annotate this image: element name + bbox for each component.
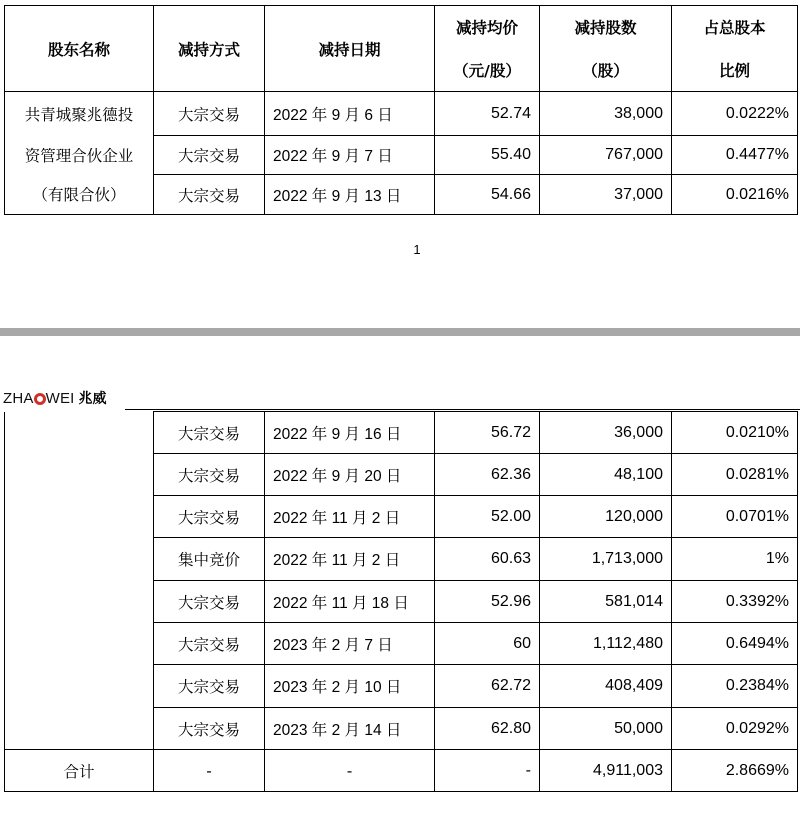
table-row [5, 92, 798, 136]
date-cell: 2022 年 9 月 7 日 [265, 136, 435, 175]
price-cell: 62.80 [435, 708, 540, 750]
logo-chinese: 兆威 [78, 391, 107, 407]
ratio-cell: 0.2384% [672, 665, 798, 708]
header-rule [125, 409, 800, 410]
company-logo [3, 388, 107, 408]
total-method: - [154, 750, 265, 792]
header-avg-price: 减持均价 [435, 6, 540, 49]
ratio-cell: 0.0210% [672, 412, 798, 454]
header-shares-unit: （股） [540, 49, 672, 92]
date-cell: 2022 年 11 月 2 日 [265, 496, 435, 538]
date-cell: 2022 年 11 月 2 日 [265, 538, 435, 581]
date-cell: 2022 年 9 月 6 日 [265, 92, 435, 136]
shares-cell: 36,000 [540, 412, 672, 454]
total-row [5, 750, 798, 792]
ratio-cell: 0.0216% [672, 175, 798, 215]
ratio-cell: 0.0222% [672, 92, 798, 136]
header-avg-price-unit: （元/股） [435, 49, 540, 92]
ratio-cell: 0.0281% [672, 454, 798, 496]
shares-cell: 48,100 [540, 454, 672, 496]
header-method: 减持方式 [154, 6, 265, 92]
table-row [5, 175, 798, 215]
table-row [5, 412, 798, 454]
holder-name-line: （有限合伙） [5, 175, 154, 215]
ratio-cell: 0.4477% [672, 136, 798, 175]
method-cell: 大宗交易 [154, 581, 265, 623]
total-ratio: 2.8669% [672, 750, 798, 792]
method-cell: 集中竞价 [154, 538, 265, 581]
shares-cell: 1,112,480 [540, 623, 672, 665]
date-cell: 2023 年 2 月 14 日 [265, 708, 435, 750]
page-number: 1 [413, 242, 421, 257]
shares-cell: 408,409 [540, 665, 672, 708]
date-cell: 2023 年 2 月 7 日 [265, 623, 435, 665]
method-cell: 大宗交易 [154, 496, 265, 538]
shares-cell: 581,014 [540, 581, 672, 623]
shares-cell: 50,000 [540, 708, 672, 750]
holder-name-line: 资管理合伙企业 [5, 136, 154, 175]
header-holder-name: 股东名称 [5, 6, 154, 92]
price-cell: 60 [435, 623, 540, 665]
table-row [5, 136, 798, 175]
price-cell: 60.63 [435, 538, 540, 581]
ratio-cell: 0.3392% [672, 581, 798, 623]
price-cell: 52.96 [435, 581, 540, 623]
shares-cell: 37,000 [540, 175, 672, 215]
header-date: 减持日期 [265, 6, 435, 92]
shares-cell: 767,000 [540, 136, 672, 175]
header-shares: 减持股数 [540, 6, 672, 49]
method-cell: 大宗交易 [154, 92, 265, 136]
ratio-cell: 1% [672, 538, 798, 581]
holder-name-line: 共青城聚兆德投 [5, 92, 154, 136]
header-ratio: 占总股本 [672, 6, 798, 49]
date-cell: 2022 年 9 月 16 日 [265, 412, 435, 454]
method-cell: 大宗交易 [154, 412, 265, 454]
date-cell: 2022 年 9 月 20 日 [265, 454, 435, 496]
total-label: 合计 [5, 750, 154, 792]
method-cell: 大宗交易 [154, 623, 265, 665]
date-cell: 2022 年 11 月 18 日 [265, 581, 435, 623]
price-cell: 54.66 [435, 175, 540, 215]
date-cell: 2023 年 2 月 10 日 [265, 665, 435, 708]
shares-cell: 38,000 [540, 92, 672, 136]
date-cell: 2022 年 9 月 13 日 [265, 175, 435, 215]
shares-cell: 120,000 [540, 496, 672, 538]
method-cell: 大宗交易 [154, 175, 265, 215]
price-cell: 62.36 [435, 454, 540, 496]
price-cell: 55.40 [435, 136, 540, 175]
shares-cell: 1,713,000 [540, 538, 672, 581]
logo-ring-icon [34, 393, 46, 405]
total-date: - [265, 750, 435, 792]
holdings-reduction-table-page1 [4, 5, 798, 215]
method-cell: 大宗交易 [154, 708, 265, 750]
ratio-cell: 0.6494% [672, 623, 798, 665]
ratio-cell: 0.0292% [672, 708, 798, 750]
logo-wordmark: ZHA WEI [3, 389, 75, 407]
price-cell: 52.00 [435, 496, 540, 538]
method-cell: 大宗交易 [154, 454, 265, 496]
price-cell: 52.74 [435, 92, 540, 136]
header-ratio-line2: 比例 [672, 49, 798, 92]
method-cell: 大宗交易 [154, 136, 265, 175]
method-cell: 大宗交易 [154, 665, 265, 708]
holdings-reduction-table-page2 [4, 411, 798, 792]
total-shares: 4,911,003 [540, 750, 672, 792]
price-cell: 62.72 [435, 665, 540, 708]
price-cell: 56.72 [435, 412, 540, 454]
page-separator [0, 328, 800, 336]
total-price: - [435, 750, 540, 792]
ratio-cell: 0.0701% [672, 496, 798, 538]
holder-name-continued [5, 412, 154, 750]
